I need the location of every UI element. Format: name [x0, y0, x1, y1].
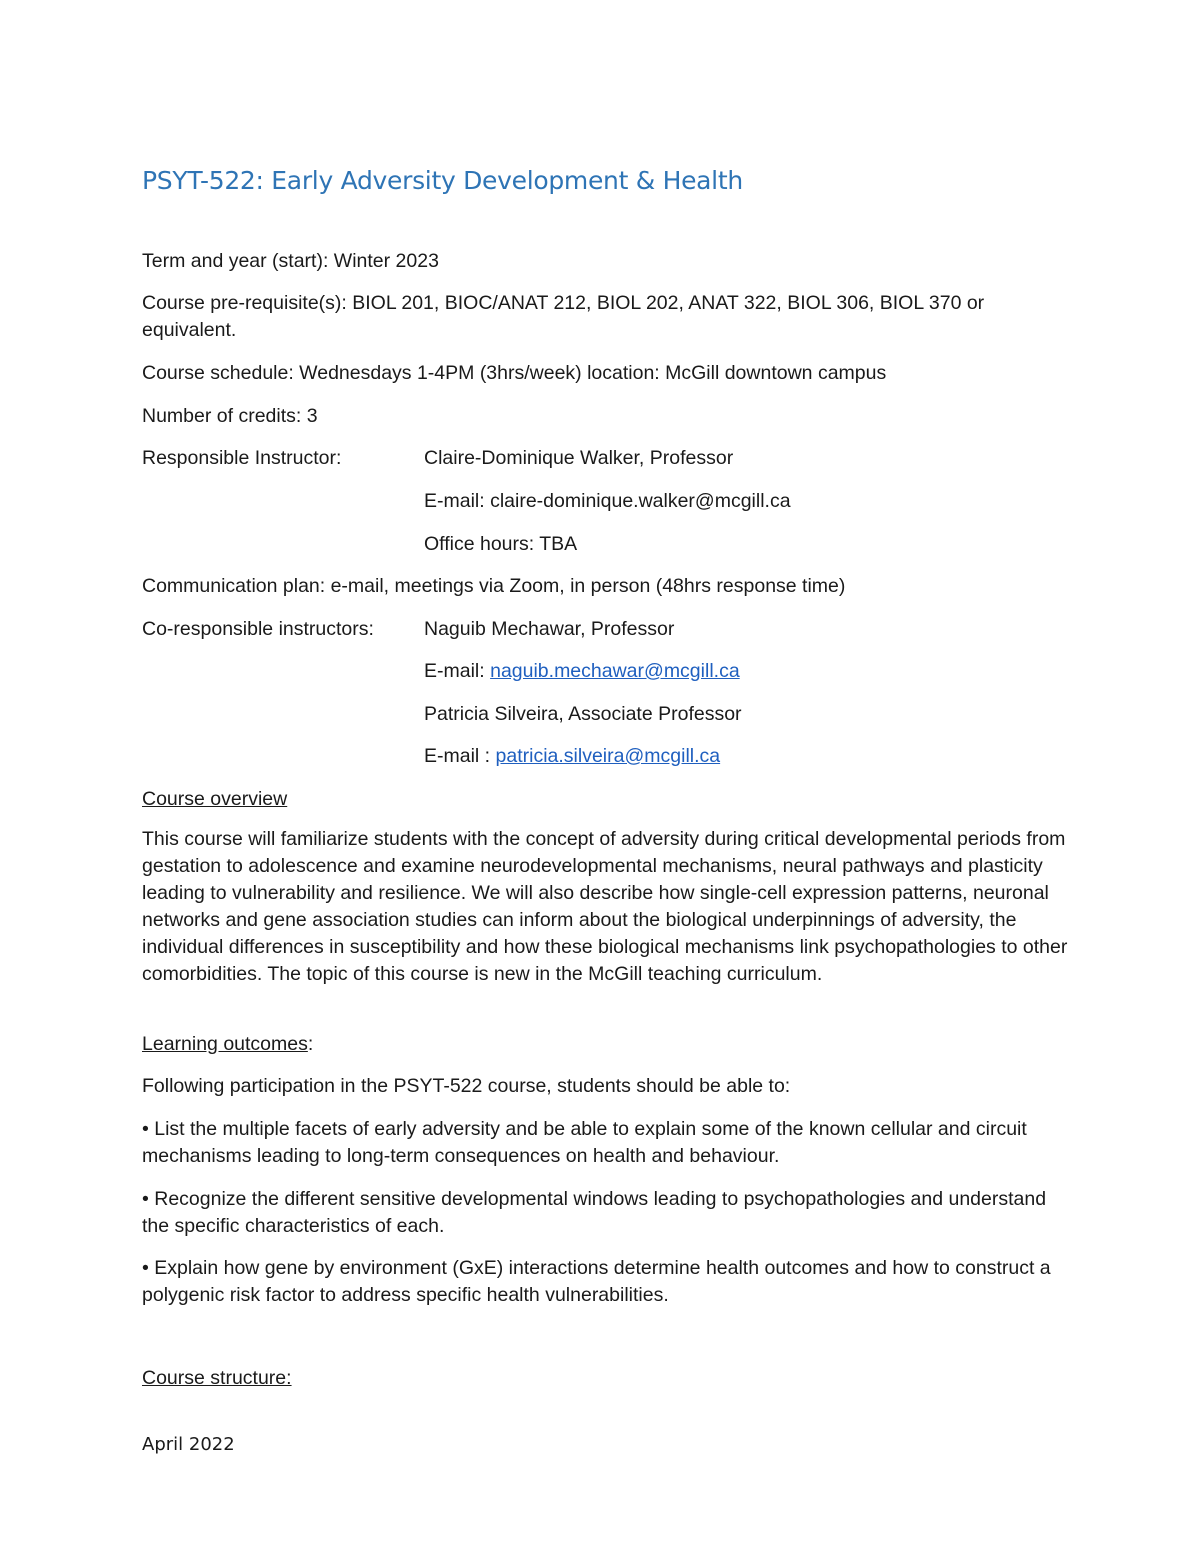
credits-line: Number of credits: 3	[142, 405, 318, 427]
course-structure-heading: Course structure:	[142, 1367, 292, 1389]
responsible-instructor-label: Responsible Instructor:	[142, 447, 342, 469]
outcome-item: • Explain how gene by environment (GxE) interactions determine health outcomes and how to construct a polygenic risk factor to address specific health vulnerabilities.	[142, 1257, 1051, 1306]
co-instructor-2-email-link[interactable]: patricia.silveira@mcgill.ca	[495, 745, 721, 767]
communication-plan: Communication plan: e-mail, meetings via Zoom, in person (48hrs response time)	[142, 575, 846, 597]
email-label: E-mail :	[424, 745, 496, 767]
co-instructor-1-name: Naguib Mechawar, Professor	[424, 618, 675, 640]
course-overview-heading: Course overview	[142, 788, 288, 810]
responsible-instructor-name: Claire-Dominique Walker, Professor	[424, 447, 734, 469]
heading-colon: :	[307, 1033, 314, 1055]
co-instructor-1-email-line	[424, 658, 740, 685]
course-overview-text: This course will familiarize students with the concept of adversity during critical developmental periods from gestation to adolescence and examine neurodevelopmental mechanisms, neural pathways and plasticity leading to vulnerability and resilience. We will also describe how single-cell expression patterns, neuronal networks and gene association studies can inform about the biological underpinnings of adversity, the individual differences in susceptibility and how these biological mechanisms link psychopathologies to other comorbidities. The topic of this course is new in the McGill teaching curriculum.	[142, 828, 1068, 985]
co-responsible-label: Co-responsible instructors:	[142, 618, 374, 640]
prerequisites-line: Course pre-requisite(s): BIOL 201, BIOC/ANAT 212, BIOL 202, ANAT 322, BIOL 306, BIOL 370 or equivalent.	[142, 292, 985, 341]
co-instructor-1-email-link[interactable]: naguib.mechawar@mcgill.ca	[490, 660, 740, 682]
term-line: Term and year (start): Winter 2023	[142, 250, 439, 272]
outcome-item: • List the multiple facets of early adversity and be able to explain some of the known cellular and circuit mechanisms leading to long-term consequences on health and behaviour.	[142, 1118, 1027, 1167]
page-title: PSYT-522: Early Adversity Development & Health	[142, 166, 743, 195]
learning-outcomes-intro: Following participation in the PSYT-522 course, students should be able to:	[142, 1075, 791, 1097]
schedule-line: Course schedule: Wednesdays 1-4PM (3hrs/week) location: McGill downtown campus	[142, 362, 887, 384]
office-hours: Office hours: TBA	[424, 533, 578, 555]
email-label: E-mail:	[424, 660, 491, 682]
co-instructor-2-email-line	[424, 743, 720, 770]
responsible-instructor-email: E-mail: claire-dominique.walker@mcgill.ca	[424, 490, 791, 512]
learning-outcomes-heading-line	[142, 1031, 313, 1058]
learning-outcomes-heading: Learning outcomes	[142, 1033, 308, 1055]
outcome-item: • Recognize the different sensitive developmental windows leading to psychopathologies and understand the specific characteristics of each.	[142, 1188, 1047, 1237]
co-instructor-2-name: Patricia Silveira, Associate Professor	[424, 703, 742, 725]
footer-date: April 2022	[142, 1434, 235, 1455]
